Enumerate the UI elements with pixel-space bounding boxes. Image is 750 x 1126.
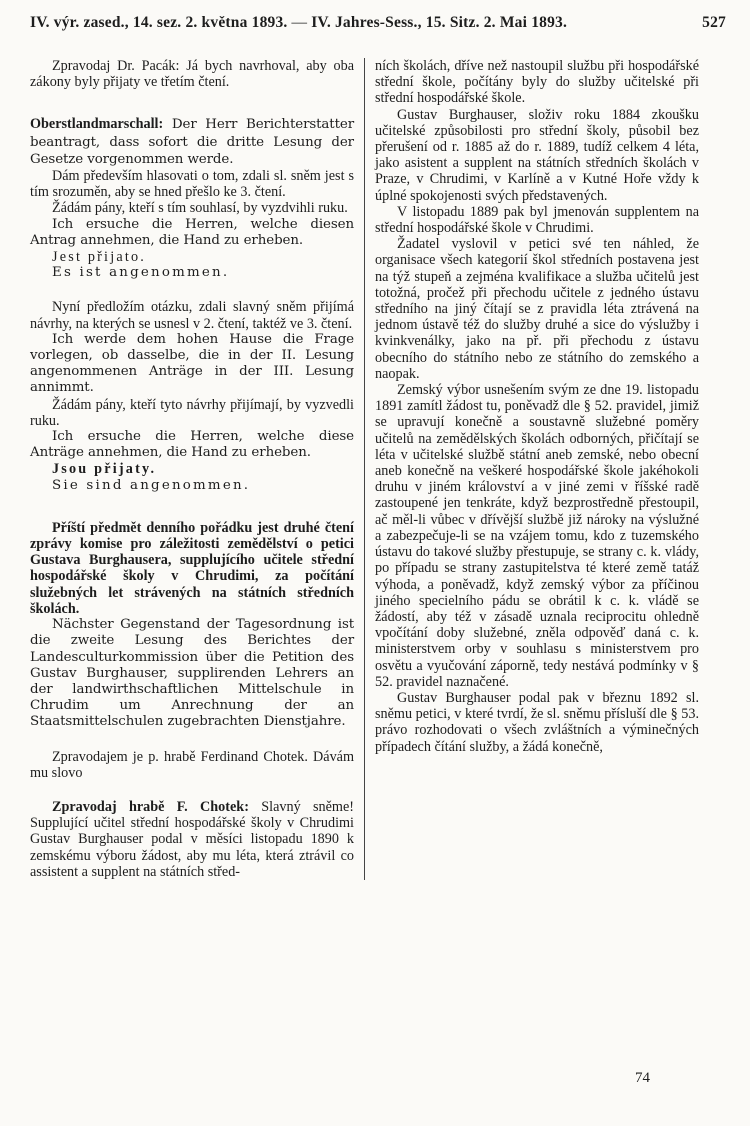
left-column	[30, 58, 364, 880]
paragraph: Ich ersuche die Herren, welche diese Anträge annehmen, die Hand zu erheben.	[30, 429, 354, 461]
right-column	[365, 58, 699, 880]
paragraph: Zpravodaj hrabě F. Chotek: Slavný sněme! Supplující učitel střední hospodářské školy v Chrudimi Gustav Burghauser podal v měsíci listopadu 1890 k zemskému výboru žádost, aby mu léta, která ztrávil co assistent a supplent na státních střed-	[30, 798, 354, 880]
paragraph: Zemský výbor usnešením svým ze dne 19. listopadu 1891 zamítl žádost tu, poněvadž dle § 52. pravidel, jimiž se upravují konečně a soustavně služebné poměry učitelů na zemědělských školách odborných, přičítají se léta v učitelské službě státní aneb zemské, nebo obecní aneb konečně na veškeré hospodářské škole jakéhokoli druhu v jiném království a v jiné zemi v říšské radě zastoupené jen tenkráte, když bezprostředně přestoupil, ač měl-li vůbec v dřívější službě již nároky na výslužné a zabezpečuje-li se na vzájem tomu, kdo z tuzemského ústavu do takové služby přestupuje, se strany c. k. vlády, po případu se strany zastupitelstva té které země tatáž výhoda, a poněvadž, když zemský výbor za příčinou jiného specielního pádu se obrátil k c. k. vládě se žádostí, aby též v zásadě uznala reciprocitu ohledně vpočítání doby služebné, zněla odpověď daná c. k. ministerstvem orby v souhlasu s ministerstvem pro osvětu a vyučování záporně, tedy nestává podmínky v § 52. pravidel naznačené.	[375, 382, 699, 690]
paragraph: Ich ersuche die Herren, welche diesen Antrag annehmen, die Hand zu erheben.	[30, 216, 354, 248]
paragraph: Příští předmět denního pořádku jest druhé čtení zprávy komise pro záležitosti zemědělství o petici Gustava Burghausera, supplujícího učitele střední hospodářské školy v Chrudimi, za počítání služebných let strávených na státních středních školách.	[30, 519, 354, 617]
paragraph: Zpravodaj Dr. Pacák: Já bych navrhoval, aby oba zákony byly přijaty ve třetím čtení.	[30, 58, 354, 91]
two-column-body	[30, 58, 726, 880]
paragraph: ních školách, dříve než nastoupil službu při hospodářské střední škole, počítány byly do služby učitelské při střední hospodářské škole.	[375, 58, 699, 107]
speaker-name: Zpravodaj hrabě F. Chotek:	[52, 798, 249, 815]
page-header	[30, 14, 726, 38]
paragraph: Dám především hlasovati o tom, zdali sl. sněm jest s tím srozuměn, aby se hned přešlo ke 3. čtení.	[30, 168, 354, 201]
paragraph: Oberstlandmarschall: Der Herr Berichterstatter beantragt, dass sofort die dritte Lesung der Gesetze vorgenommen werde.	[30, 116, 354, 167]
paragraph: Gustav Burghauser podal pak v březnu 1892 sl. sněmu petici, v které tvrdí, že sl. sněmu přísluší dle § 53. právo rozhodovati o všech zvláštních a výminečných případech čítání služby, a žádá konečně,	[375, 689, 699, 755]
paragraph: Ich werde dem hohen Hause die Frage vorlegen, ob dasselbe, die in der II. Lesung angenommenen Anträge in der III. Lesung annimmt.	[30, 331, 354, 396]
header-dash: —	[291, 14, 308, 31]
paragraph: Sie sind angenommen.	[52, 477, 251, 493]
paragraph: Gustav Burghauser, složiv roku 1884 zkoušku učitelské způsobilosti pro střední školy, působil bez přerušení od r. 1885 až do r. 1889, tudíž celkem 4 léta, jako asistent a supplent na státních středních školách v Praze, v Chrudimi, v Karlíně a v Kutné Hoře vždy k úplné spokojenosti svých představených.	[375, 106, 699, 204]
paragraph: Jest přijato.	[52, 249, 147, 266]
signature-mark: 74	[635, 1070, 650, 1086]
paragraph: Žádám pány, kteří s tím souhlasí, by vyzdvihli ruku.	[52, 200, 348, 217]
paragraph: Žádám pány, kteří tyto návrhy přijímají, by vyzvedli ruku.	[30, 396, 354, 429]
paragraph: Es ist angenommen.	[52, 265, 230, 281]
speaker-name: Oberstlandmarschall:	[30, 116, 164, 133]
header-left-block	[30, 14, 567, 32]
paragraph: Nächster Gegenstand der Tagesordnung ist die zweite Lesung des Berichtes der Landesculturkommission über die Petition des Gustav Burghauser, supplirenden Lehrers an der landwirthschaftlichen Mittelschule in Chrudim um Anrechnung der an Staatsmittelschulen zugebrachten Dienstjahre.	[30, 617, 354, 730]
paragraph: Jsou přijaty.	[52, 461, 157, 478]
paragraph: Žadatel vyslovil v petici své ten náhled, že organisace všech kategorií škol středních postavena jest na týž stupeň a zejména kvalifikace a služba učitelů jest totožná, pročež při přechodu učitele z jedného ústavu středního na jiný čítají se z pravidla léta ztrávená na jednom ústavě též do služby druhé a sice do výslužby i kvinkvenálky, jako na př. při přechodu z ústavu obecního do státního nebo ze státního do zemského a naopak.	[375, 236, 699, 382]
header-czech: IV. výr. zased., 14. sez. 2. května 1893.	[30, 14, 288, 31]
paragraph: V listopadu 1889 pak byl jmenován supplentem na střední hospodářské škole v Chrudimi.	[375, 203, 699, 237]
header-german: IV. Jahres-Sess., 15. Sitz. 2. Mai 1893.	[311, 14, 568, 31]
paragraph: Nyní předložím otázku, zdali slavný sněm přijímá návrhy, na kterých se usnesl v 2. čtení, taktéž ve 3. čtení.	[30, 299, 354, 332]
page-number: 527	[702, 14, 726, 31]
paragraph: Zpravodajem je p. hrabě Ferdinand Chotek. Dávám mu slovo	[30, 748, 354, 781]
